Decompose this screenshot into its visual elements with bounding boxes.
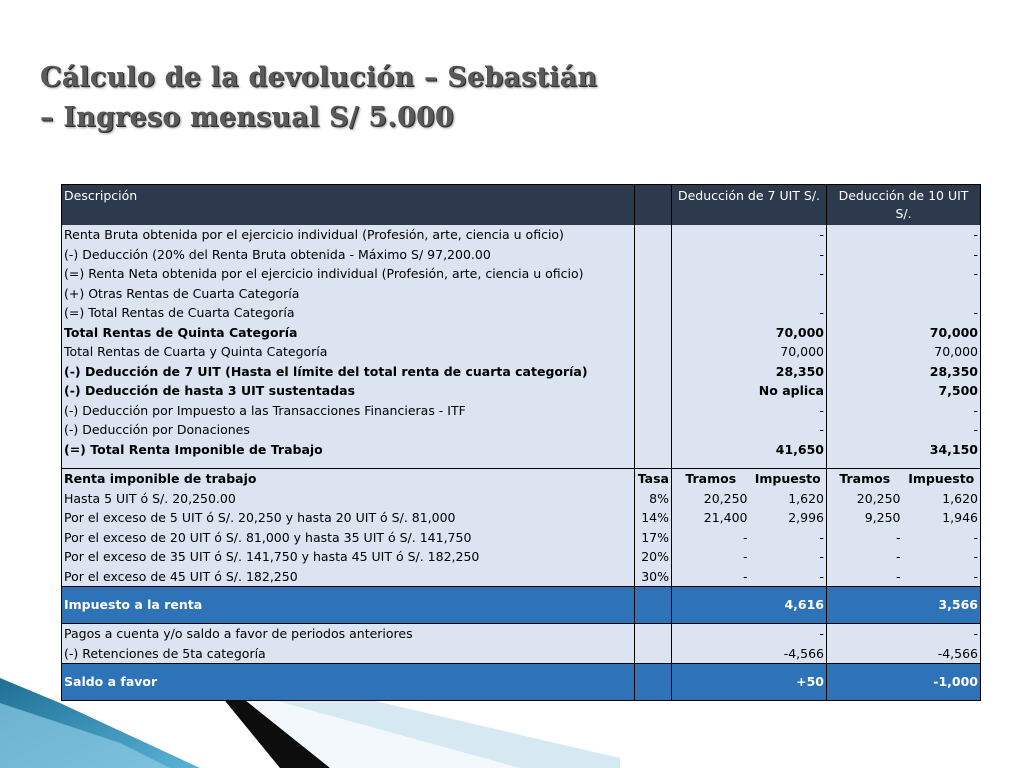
bracket-description: Por el exceso de 20 UIT ó S/. 81,000 y hasta 35 UIT ó S/. 141,750 bbox=[62, 528, 635, 548]
brackets-header-tramos-7: Tramos bbox=[685, 471, 737, 486]
value-10-uit: -4,566 bbox=[827, 644, 981, 664]
value-10-uit: - bbox=[827, 624, 981, 644]
value-10-uit: 70,000 bbox=[827, 342, 981, 362]
header-empty bbox=[635, 185, 672, 226]
table-row bbox=[62, 528, 981, 548]
saldo-favor-10-uit: -1,000 bbox=[827, 664, 981, 701]
saldo-favor-label: Saldo a favor bbox=[62, 664, 635, 701]
bracket-rate: 14% bbox=[635, 508, 672, 528]
brackets-header-tramos-10: Tramos bbox=[839, 471, 891, 486]
brackets-header-row bbox=[62, 469, 981, 489]
header-descripcion: Descripción bbox=[62, 185, 635, 226]
value-10-uit: - bbox=[827, 303, 981, 323]
header-7-uit: Deducción de 7 UIT S/. bbox=[672, 185, 827, 226]
table-row bbox=[62, 624, 981, 644]
bracket-tramo-10: - bbox=[895, 568, 901, 584]
row-description: (-) Deducción por Impuesto a las Transacciones Financieras - ITF bbox=[62, 401, 635, 421]
bracket-impuesto-7: - bbox=[750, 567, 827, 587]
row-description: (-) Retenciones de 5ta categoría bbox=[62, 644, 635, 664]
bracket-tramo-7: 21,400 bbox=[703, 510, 748, 525]
value-7-uit: - bbox=[672, 624, 827, 644]
row-description: Total Rentas de Quinta Categoría bbox=[62, 323, 635, 343]
value-10-uit: 28,350 bbox=[827, 362, 981, 382]
value-10-uit: - bbox=[827, 225, 981, 245]
row-description: (-) Deducción por Donaciones bbox=[62, 420, 635, 440]
table-row bbox=[62, 342, 981, 362]
row-description: (-) Deducción de hasta 3 UIT sustentadas bbox=[62, 381, 635, 401]
bracket-tramo-7: - bbox=[742, 549, 748, 564]
brackets-header-impuesto-10: Impuesto bbox=[903, 469, 981, 489]
bracket-impuesto-7: 1,620 bbox=[750, 489, 827, 509]
table-row bbox=[62, 440, 981, 460]
bracket-tramo-7: 20,250 bbox=[703, 490, 748, 506]
bracket-description: Por el exceso de 35 UIT ó S/. 141,750 y hasta 45 UIT ó S/. 182,250 bbox=[62, 547, 635, 567]
bracket-tramo-7: - bbox=[742, 568, 748, 584]
slide-title bbox=[40, 58, 680, 138]
bracket-impuesto-10: 1,620 bbox=[903, 489, 981, 509]
brackets-header-tasa: Tasa bbox=[635, 469, 672, 489]
bracket-tramo-7: - bbox=[742, 529, 748, 545]
table-row bbox=[62, 508, 981, 528]
bracket-tramo-10: 9,250 bbox=[864, 510, 901, 525]
table-row bbox=[62, 284, 981, 304]
table-row bbox=[62, 362, 981, 382]
value-7-uit: - bbox=[672, 264, 827, 284]
value-7-uit: - bbox=[672, 401, 827, 421]
table-row bbox=[62, 264, 981, 284]
row-description: (=) Total Rentas de Cuarta Categoría bbox=[62, 303, 635, 323]
bracket-tramo-10: - bbox=[895, 529, 901, 545]
brackets-header-impuesto-7: Impuesto bbox=[750, 469, 827, 489]
table-row bbox=[62, 245, 981, 265]
value-7-uit: - bbox=[672, 303, 827, 323]
value-7-uit: No aplica bbox=[672, 381, 827, 401]
bracket-impuesto-7: - bbox=[750, 547, 827, 567]
table-row bbox=[62, 547, 981, 567]
row-description: Total Rentas de Cuarta y Quinta Categoría bbox=[62, 342, 635, 362]
row-description: (+) Otras Rentas de Cuarta Categoría bbox=[62, 284, 635, 304]
row-description: (=) Renta Neta obtenida por el ejercicio individual (Profesión, arte, ciencia u oficio) bbox=[62, 264, 635, 284]
table-row bbox=[62, 225, 981, 245]
table-row bbox=[62, 420, 981, 440]
table-row bbox=[62, 489, 981, 509]
value-7-uit: -4,566 bbox=[672, 644, 827, 664]
value-7-uit: 70,000 bbox=[672, 342, 827, 362]
value-10-uit: - bbox=[827, 245, 981, 265]
title-line-2: – Ingreso mensual S/ 5.000 bbox=[40, 102, 454, 133]
bracket-rate: 8% bbox=[635, 489, 672, 509]
bracket-impuesto-7: 2,996 bbox=[750, 508, 827, 528]
bracket-rate: 17% bbox=[635, 528, 672, 548]
bracket-description: Por el exceso de 5 UIT ó S/. 20,250 y hasta 20 UIT ó S/. 81,000 bbox=[62, 508, 635, 528]
bracket-rate: 30% bbox=[635, 567, 672, 587]
value-10-uit: - bbox=[827, 420, 981, 440]
impuesto-renta-10-uit: 3,566 bbox=[827, 587, 981, 624]
impuesto-renta-row bbox=[62, 587, 981, 624]
value-7-uit bbox=[672, 284, 827, 304]
value-10-uit: - bbox=[827, 264, 981, 284]
tax-calculation-table bbox=[61, 184, 981, 701]
table-row bbox=[62, 401, 981, 421]
value-10-uit: 70,000 bbox=[827, 323, 981, 343]
spacer-row bbox=[62, 459, 981, 469]
bracket-impuesto-10: - bbox=[903, 528, 981, 548]
impuesto-renta-7-uit: 4,616 bbox=[672, 587, 827, 624]
row-description: Renta Bruta obtenida por el ejercicio individual (Profesión, arte, ciencia u oficio) bbox=[62, 225, 635, 245]
bracket-description: Hasta 5 UIT ó S/. 20,250.00 bbox=[62, 489, 635, 509]
header-10-uit: Deducción de 10 UIT S/. bbox=[827, 185, 981, 226]
bracket-impuesto-10: 1,946 bbox=[903, 508, 981, 528]
row-description: Pagos a cuenta y/o saldo a favor de periodos anteriores bbox=[62, 624, 635, 644]
impuesto-renta-label: Impuesto a la renta bbox=[62, 587, 635, 624]
value-7-uit: 28,350 bbox=[672, 362, 827, 382]
bracket-tramo-10: 20,250 bbox=[856, 490, 901, 506]
value-7-uit: 70,000 bbox=[672, 323, 827, 343]
saldo-favor-row bbox=[62, 664, 981, 701]
title-line-1: Cálculo de la devolución – Sebastián bbox=[40, 62, 598, 93]
bracket-impuesto-10: - bbox=[903, 567, 981, 587]
table-row bbox=[62, 381, 981, 401]
value-7-uit: - bbox=[672, 420, 827, 440]
bracket-description: Por el exceso de 45 UIT ó S/. 182,250 bbox=[62, 567, 635, 587]
value-10-uit: 34,150 bbox=[827, 440, 981, 460]
value-10-uit bbox=[827, 284, 981, 304]
brackets-header-desc: Renta imponible de trabajo bbox=[62, 469, 635, 489]
row-description: (=) Total Renta Imponible de Trabajo bbox=[62, 440, 635, 460]
bracket-rate: 20% bbox=[635, 547, 672, 567]
table-row bbox=[62, 567, 981, 587]
row-description: (-) Deducción (20% del Renta Bruta obtenida - Máximo S/ 97,200.00 bbox=[62, 245, 635, 265]
value-10-uit: 7,500 bbox=[827, 381, 981, 401]
value-7-uit: - bbox=[672, 245, 827, 265]
bracket-tramo-10: - bbox=[895, 549, 901, 564]
value-10-uit: - bbox=[827, 401, 981, 421]
value-7-uit: 41,650 bbox=[672, 440, 827, 460]
value-7-uit: - bbox=[672, 225, 827, 245]
table-row bbox=[62, 303, 981, 323]
table-row bbox=[62, 644, 981, 664]
saldo-favor-7-uit: +50 bbox=[672, 664, 827, 701]
bracket-impuesto-7: - bbox=[750, 528, 827, 548]
bracket-impuesto-10: - bbox=[903, 547, 981, 567]
row-description: (-) Deducción de 7 UIT (Hasta el límite del total renta de cuarta categoría) bbox=[62, 362, 635, 382]
table-row bbox=[62, 323, 981, 343]
table-header-row bbox=[62, 185, 981, 226]
